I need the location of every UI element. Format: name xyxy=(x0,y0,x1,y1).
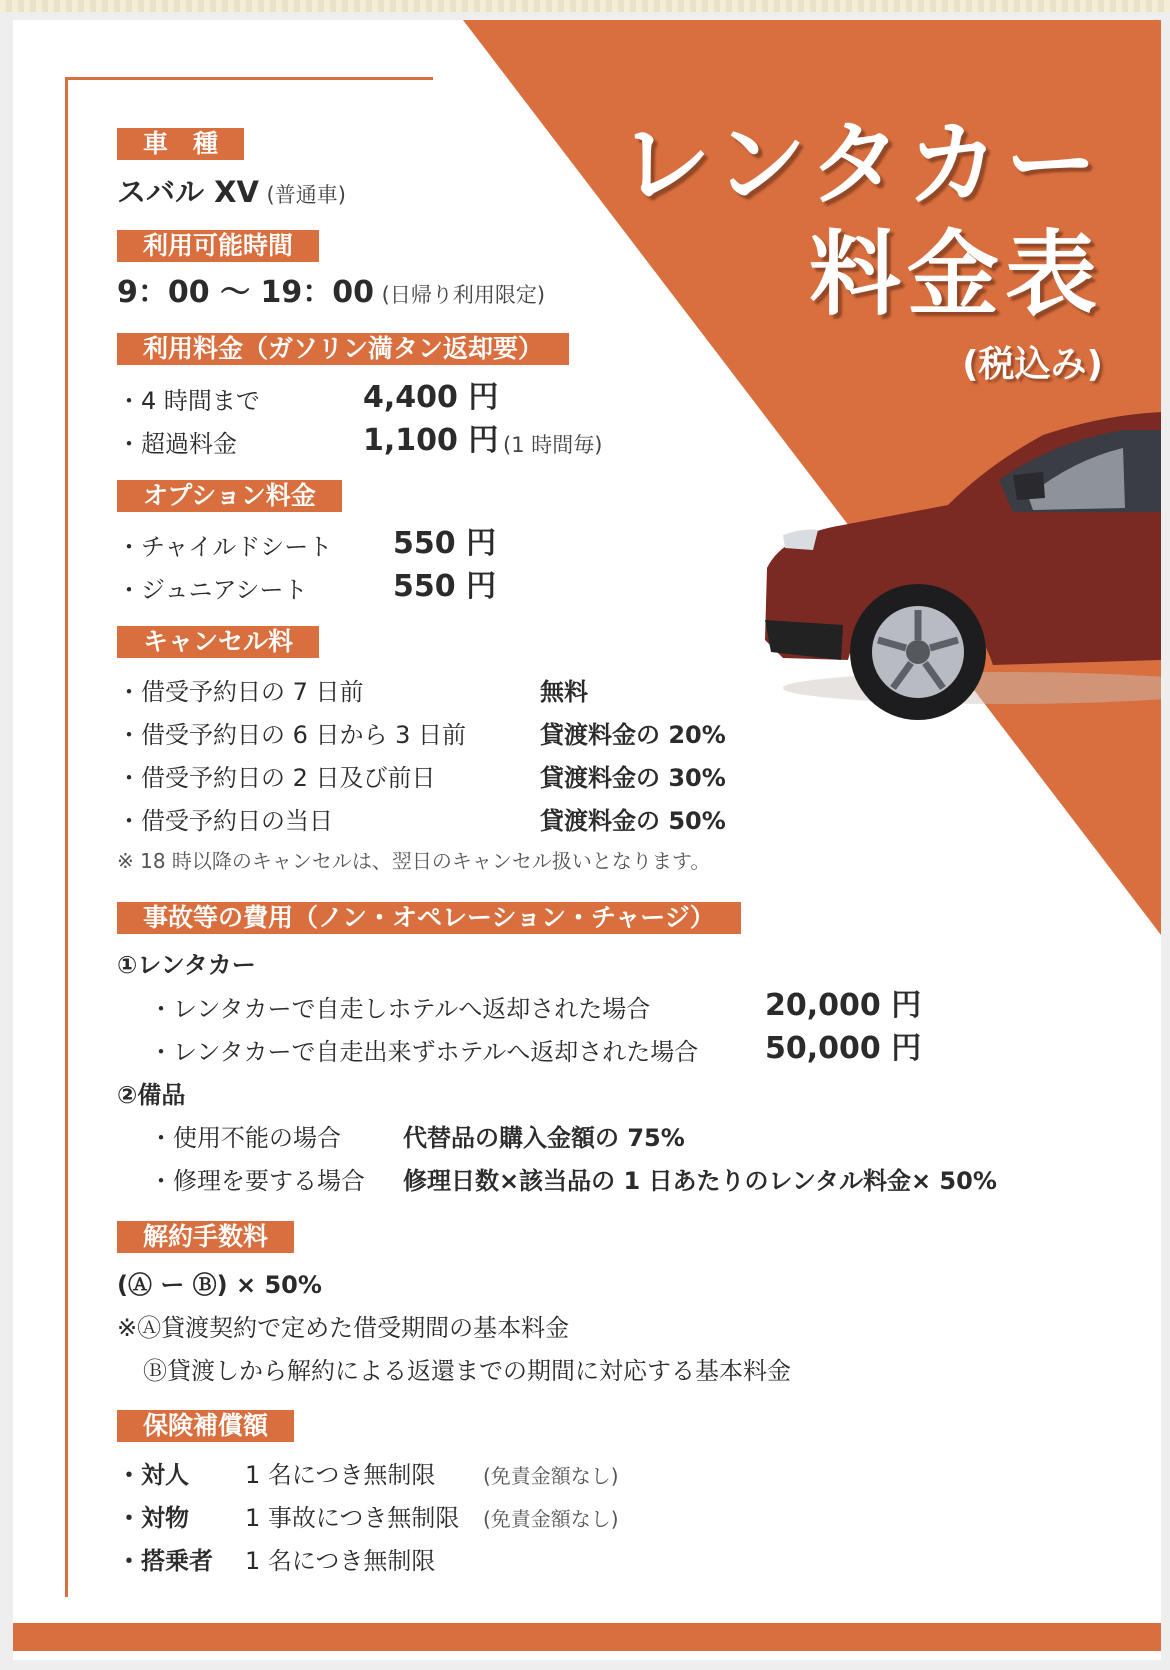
insurance-label-2: ・対物 xyxy=(117,1504,189,1532)
vehicle-row xyxy=(117,177,346,210)
noc-rental-title: ①レンタカー xyxy=(117,951,256,979)
heading-insurance: 保険補償額 xyxy=(117,1410,294,1442)
option-price-1: 550 円 xyxy=(393,526,497,561)
frame-line-left xyxy=(65,77,68,1597)
noc-equip-fee-2: 修理日数×該当品の 1 日あたりのレンタル料金× 50% xyxy=(403,1167,997,1195)
insurance-note-1: (免責金額なし) xyxy=(483,1464,619,1488)
title-rental-car: レンタカー xyxy=(618,111,1103,218)
price-sheet xyxy=(13,20,1161,1660)
termination-formula: (Ⓐ ー Ⓑ) × 50% xyxy=(117,1271,322,1299)
title-tax-note: (税込み) xyxy=(962,344,1103,385)
cancel-fee-4: 貸渡料金の 50% xyxy=(540,807,726,835)
fee-note-2: (1 時間毎) xyxy=(503,433,603,457)
heading-hours: 利用可能時間 xyxy=(117,230,319,262)
heading-options: オプション料金 xyxy=(117,480,342,512)
fee-price-2: 1,100 円 xyxy=(363,423,499,458)
noc-equip-label-2: ・修理を要する場合 xyxy=(149,1167,365,1195)
insurance-label-1: ・対人 xyxy=(117,1461,189,1489)
noc-rental-price-1: 20,000 円 xyxy=(765,988,922,1023)
insurance-amount-2: 1 事故につき無制限 xyxy=(245,1504,460,1532)
side-mirror xyxy=(1013,472,1045,500)
heading-vehicle: 車 種 xyxy=(117,128,244,160)
heading-fees: 利用料金（ガソリン満タン返却要） xyxy=(117,333,569,365)
heading-noc: 事故等の費用（ノン・オペレーション・チャージ） xyxy=(117,902,741,934)
insurance-label-3: ・搭乗者 xyxy=(117,1547,213,1575)
frame-line-top xyxy=(65,77,433,80)
cancel-label-2: ・借受予約日の 6 日から 3 日前 xyxy=(117,721,467,749)
noc-equip-fee-1: 代替品の購入金額の 75% xyxy=(403,1124,685,1152)
cancel-label-1: ・借受予約日の 7 日前 xyxy=(117,678,364,706)
cancel-fee-3: 貸渡料金の 30% xyxy=(540,764,726,792)
bottom-accent-bar xyxy=(13,1623,1161,1651)
hours-time: 9：00 〜 19：00 xyxy=(117,275,375,310)
heading-termination: 解約手数料 xyxy=(117,1221,294,1253)
insurance-amount-1: 1 名につき無制限 xyxy=(245,1461,436,1489)
hours-note: (日帰り利用限定) xyxy=(381,283,546,307)
cancel-fee-2: 貸渡料金の 20% xyxy=(540,721,726,749)
cancel-note: ※ 18 時以降のキャンセルは、翌日のキャンセル扱いとなります。 xyxy=(117,849,711,873)
noc-rental-label-1: ・レンタカーで自走しホテルへ返却された場合 xyxy=(149,995,651,1023)
top-edge-strip xyxy=(0,0,1170,12)
noc-equip-label-1: ・使用不能の場合 xyxy=(149,1124,341,1152)
fee-label-2: ・超過料金 xyxy=(117,430,237,458)
noc-rental-label-2: ・レンタカーで自走出来ずホテルへ返却された場合 xyxy=(149,1038,699,1066)
title-price-list: 料金表 xyxy=(808,221,1103,328)
termination-note-b: Ⓑ貸渡しから解約による返還までの期間に対応する基本料金 xyxy=(143,1357,791,1385)
option-price-2: 550 円 xyxy=(393,569,497,604)
option-label-1: ・チャイルドシート xyxy=(117,533,333,561)
termination-note-a: ※Ⓐ貸渡契約で定めた借受期間の基本料金 xyxy=(117,1314,570,1342)
fee-price-1: 4,400 円 xyxy=(363,380,499,415)
cancel-fee-1: 無料 xyxy=(540,678,588,706)
noc-equip-title: ②備品 xyxy=(117,1081,186,1109)
cancel-label-4: ・借受予約日の当日 xyxy=(117,807,333,835)
vehicle-class: (普通車) xyxy=(266,183,346,207)
front-bumper xyxy=(765,620,843,660)
cancel-label-3: ・借受予約日の 2 日及び前日 xyxy=(117,764,436,792)
insurance-amount-3: 1 名につき無制限 xyxy=(245,1547,436,1575)
title-block xyxy=(619,110,1103,387)
headlight xyxy=(783,530,818,550)
vehicle-model: スバル XV xyxy=(117,175,259,209)
heading-cancel: キャンセル料 xyxy=(117,626,319,658)
hours-row xyxy=(117,275,546,310)
noc-rental-price-2: 50,000 円 xyxy=(765,1031,922,1066)
fee-label-1: ・4 時間まで xyxy=(117,387,260,415)
option-label-2: ・ジュニアシート xyxy=(117,576,308,604)
insurance-note-2: (免責金額なし) xyxy=(483,1507,619,1531)
